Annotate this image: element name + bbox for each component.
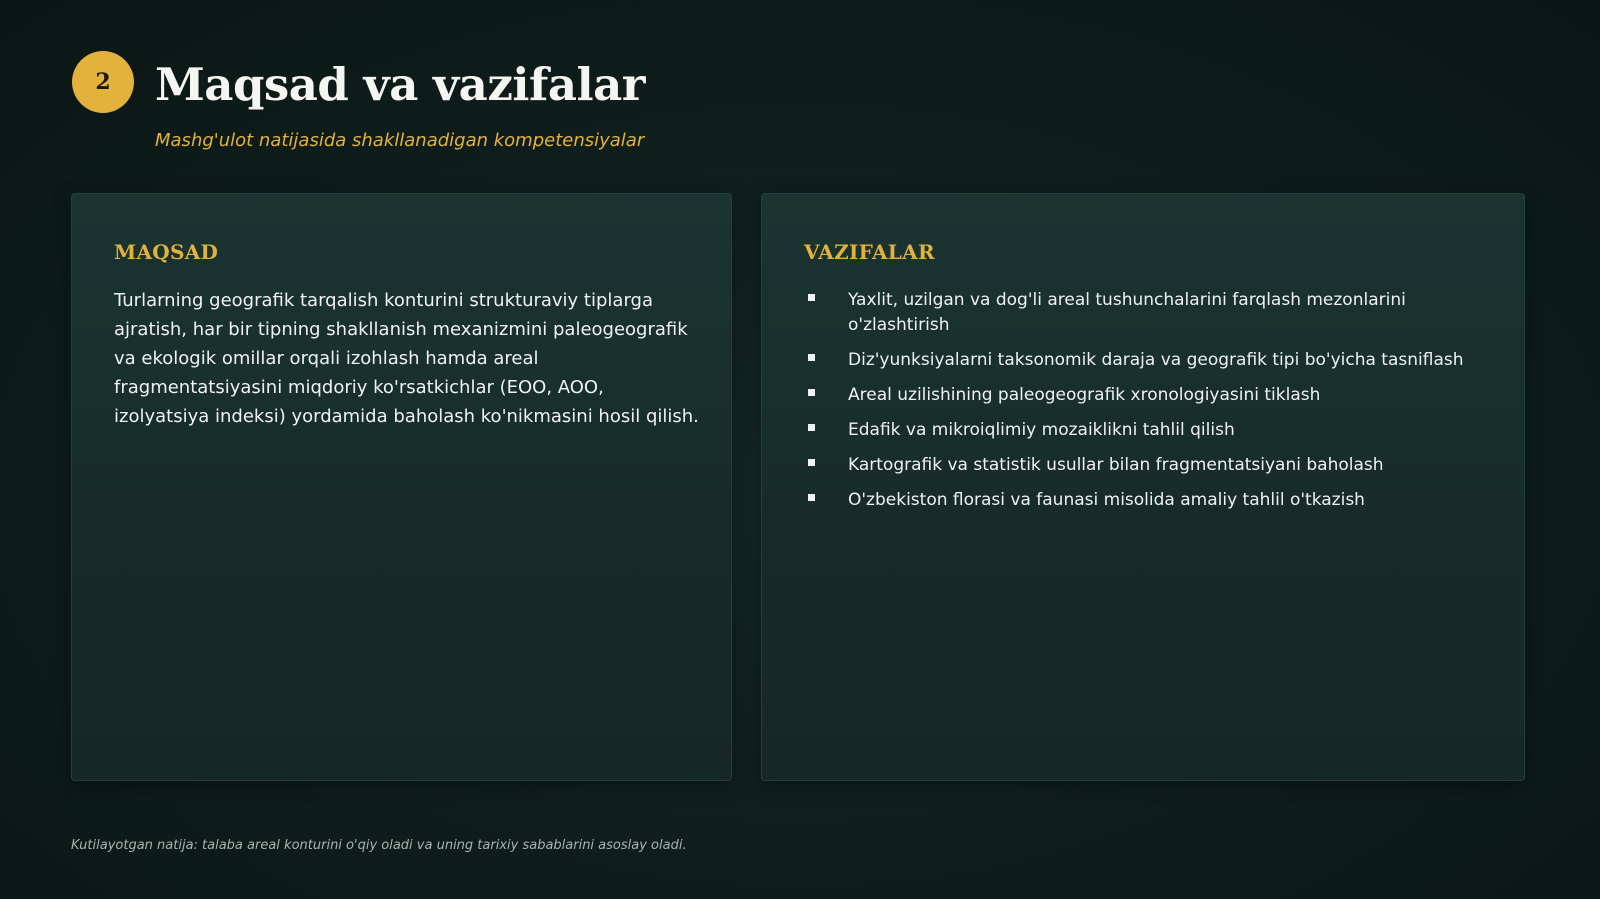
section-number-badge: 2 — [72, 51, 134, 113]
task-item — [804, 383, 1494, 408]
tasks-heading: VAZIFALAR — [804, 240, 935, 264]
tasks-card — [761, 193, 1525, 781]
goal-heading: MAQSAD — [114, 240, 219, 264]
task-item-label: Yaxlit, uzilgan va dog'li areal tushunchalarini farqlash mezonlarini o'zlashtirish — [848, 290, 1406, 335]
goal-card — [71, 193, 732, 781]
square-bullet-icon — [808, 294, 815, 301]
expected-result-note: Kutilayotgan natija: talaba areal konturini o'qiy oladi va uning tarixiy sabablarini asoslay oladi. — [71, 838, 687, 853]
square-bullet-icon — [808, 494, 815, 501]
task-item — [804, 288, 1494, 338]
task-item-label: Diz'yunksiyalarni taksonomik daraja va geografik tipi bo'yicha tasniflash — [848, 350, 1464, 370]
task-item-label: Edafik va mikroiqlimiy mozaiklikni tahlil qilish — [848, 420, 1235, 440]
square-bullet-icon — [808, 389, 815, 396]
page-title: Maqsad va vazifalar — [155, 58, 645, 111]
task-item-label: Kartografik va statistik usullar bilan fragmentatsiyani baholash — [848, 455, 1384, 475]
goal-text: Turlarning geografik tarqalish konturini strukturaviy tiplarga ajratish, har bir tipning shakllanish mexanizmini paleogeografik va ekologik omillar orqali izohlash hamda areal fragmentatsiyasini miqdoriy ko'rsatkichlar (EOO, AOO, izolyatsiya indeksi) yordamida baholash ko'nikmasini hosil qilish. — [114, 290, 699, 427]
task-item — [804, 453, 1494, 478]
task-item-label: Areal uzilishining paleogeografik xronologiyasini tiklash — [848, 385, 1321, 405]
square-bullet-icon — [808, 424, 815, 431]
task-item — [804, 418, 1494, 443]
task-item-label: O'zbekiston florasi va faunasi misolida amaliy tahlil o'tkazish — [848, 490, 1365, 510]
page-subtitle: Mashg'ulot natijasida shakllanadigan kompetensiyalar — [155, 130, 645, 151]
task-item — [804, 488, 1494, 513]
square-bullet-icon — [808, 354, 815, 361]
task-item — [804, 348, 1494, 373]
tasks-list — [804, 288, 1494, 523]
square-bullet-icon — [808, 459, 815, 466]
